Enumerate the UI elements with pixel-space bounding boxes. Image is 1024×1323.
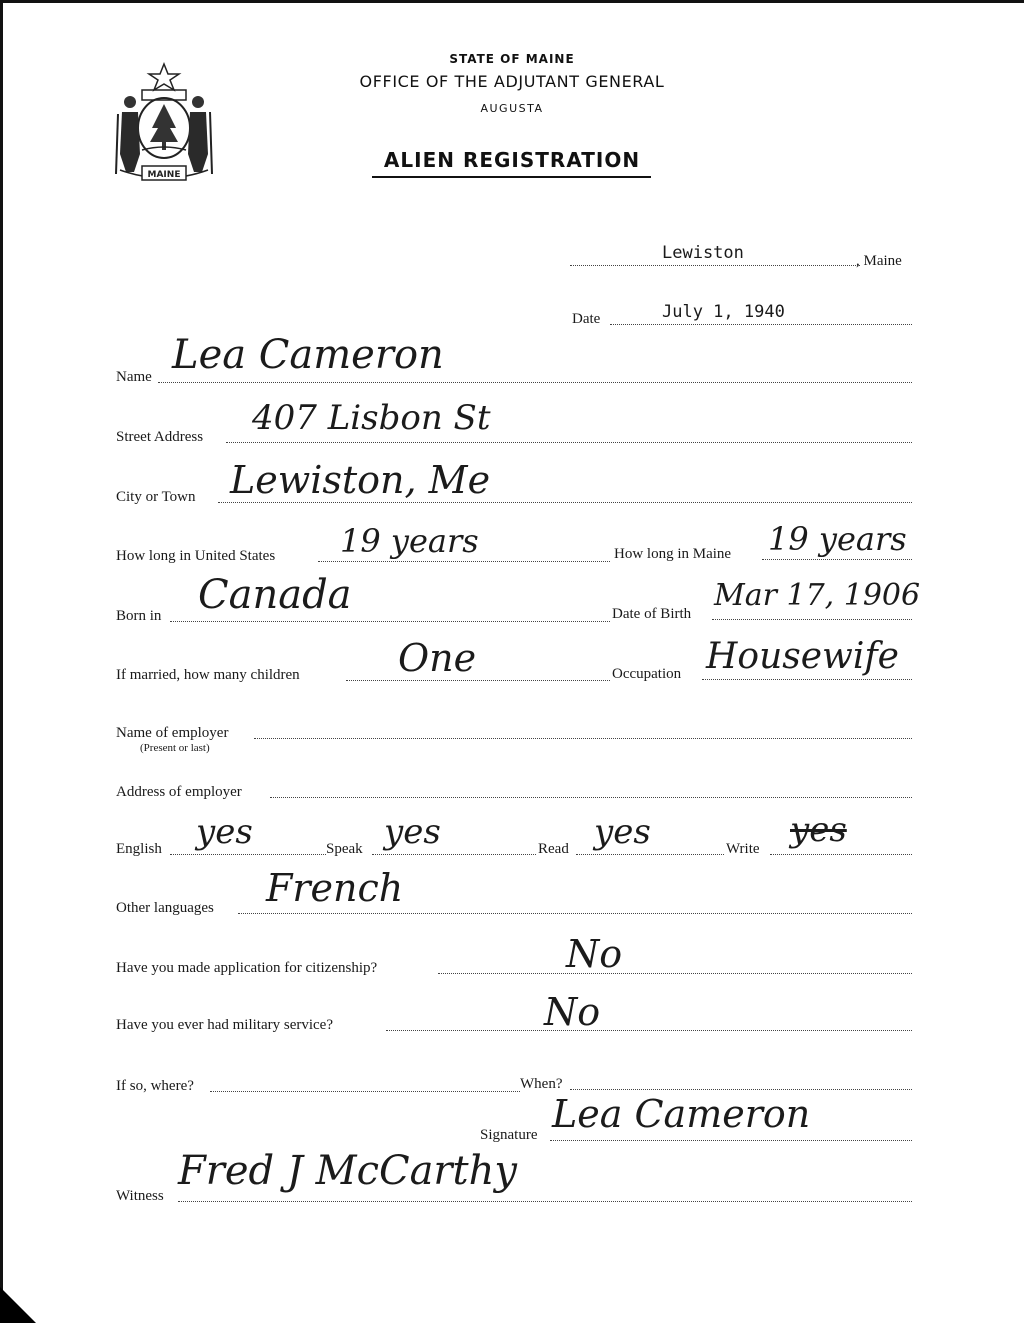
city-value: Lewiston, Me [230, 458, 491, 502]
street-line [226, 442, 912, 443]
scan-border-top [0, 0, 1024, 3]
scan-corner-mark [0, 1287, 36, 1323]
header-state: STATE OF MAINE [449, 52, 575, 66]
write-label: Write [726, 841, 760, 857]
citizenship-label: Have you made application for citizenship? [116, 960, 378, 976]
where-line [210, 1091, 520, 1092]
employer-name-line [254, 738, 912, 739]
name-value: Lea Cameron [172, 332, 444, 378]
born-in-line [170, 621, 610, 622]
born-in-value: Canada [198, 572, 352, 618]
witness-line [178, 1201, 912, 1202]
children-label: If married, how many children [116, 667, 300, 683]
maine-duration-line [762, 559, 912, 560]
citizenship-line [438, 973, 912, 974]
witness-value: Fred J McCarthy [178, 1148, 517, 1194]
title-underline [372, 176, 651, 178]
english-value: yes [196, 812, 253, 852]
when-line [570, 1089, 912, 1090]
write-line [770, 854, 912, 855]
speak-value: yes [384, 812, 441, 852]
name-line [158, 382, 912, 383]
other-languages-label: Other languages [116, 900, 214, 916]
write-value: yes [790, 810, 847, 850]
signature-label: Signature [480, 1127, 538, 1143]
dob-label: Date of Birth [612, 606, 692, 622]
employer-address-line [270, 797, 912, 798]
city-label: City or Town [116, 489, 196, 505]
occupation-value: Housewife [706, 636, 899, 677]
header-office: OFFICE OF THE ADJUTANT GENERAL [359, 72, 665, 91]
military-line [386, 1030, 912, 1031]
occupation-line [702, 679, 912, 680]
read-label: Read [538, 841, 569, 857]
read-line [576, 854, 724, 855]
other-languages-value: French [266, 866, 404, 910]
witness-label: Witness [116, 1188, 164, 1204]
occupation-label: Occupation [612, 666, 682, 682]
date-line [610, 324, 912, 325]
children-line [346, 680, 610, 681]
date-value: July 1, 1940 [662, 302, 785, 322]
employer-address-label: Address of employer [116, 784, 242, 800]
employer-name-note: (Present or last) [140, 742, 210, 754]
location-value: Lewiston [662, 243, 744, 263]
maine-duration-value: 19 years [768, 520, 907, 558]
employer-name-label: Name of employer [116, 725, 229, 741]
header-city: AUGUSTA [480, 102, 544, 115]
us-duration-line [318, 561, 610, 562]
other-languages-line [238, 913, 912, 914]
scan-border-left [0, 0, 3, 1323]
dob-value: Mar 17, 1906 [714, 578, 921, 613]
city-line [218, 502, 912, 503]
us-duration-value: 19 years [340, 522, 479, 560]
english-line [170, 854, 326, 855]
english-label: English [116, 841, 162, 857]
citizenship-value: No [566, 932, 623, 976]
location-state-label: , Maine [856, 253, 902, 269]
military-label: Have you ever had military service? [116, 1017, 333, 1033]
street-value: 407 Lisbon St [252, 398, 491, 438]
maine-duration-label: How long in Maine [614, 546, 732, 562]
when-label: When? [520, 1076, 563, 1092]
born-in-label: Born in [116, 608, 162, 624]
where-label: If so, where? [116, 1078, 194, 1094]
children-value: One [398, 636, 477, 680]
speak-line [372, 854, 536, 855]
street-label: Street Address [116, 429, 204, 445]
svg-text:MAINE: MAINE [147, 170, 181, 180]
us-duration-label: How long in United States [116, 548, 276, 564]
location-line [570, 265, 860, 266]
military-value: No [544, 990, 601, 1034]
dob-line [712, 619, 912, 620]
speak-label: Speak [326, 841, 363, 857]
signature-line [550, 1140, 912, 1141]
form-title: ALIEN REGISTRATION [383, 148, 641, 172]
signature-value: Lea Cameron [552, 1092, 811, 1136]
name-label: Name [116, 369, 152, 385]
date-label: Date [572, 311, 601, 327]
read-value: yes [594, 812, 651, 852]
